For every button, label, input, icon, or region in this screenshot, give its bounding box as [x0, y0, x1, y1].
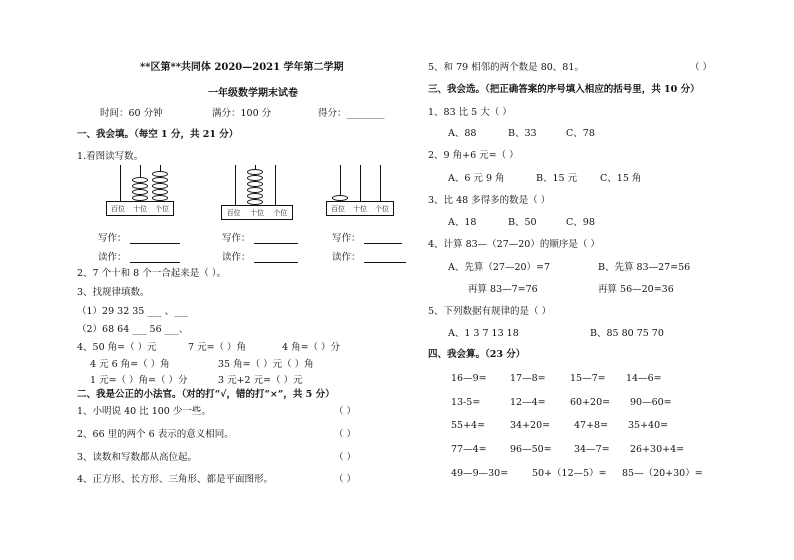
abacus-bead: [247, 187, 263, 193]
exam-time: 时间：60 分钟: [100, 108, 163, 119]
choice-q2-b[interactable]: B、15 元: [536, 173, 578, 184]
choice-q3-a[interactable]: A、18: [448, 217, 477, 228]
section-2-heading: 二、我是公正的小法官。（对的打“√，错的打“×”，共 5 分）: [77, 389, 335, 400]
abacus-bead: [132, 183, 148, 189]
write-label: 写作：: [222, 233, 251, 244]
choice-q2-a[interactable]: A、6 元 9 角: [448, 173, 505, 184]
calc-item: 12—4=: [510, 397, 546, 408]
calc-item: 96—50=: [510, 444, 552, 455]
abacus-frame: [221, 205, 293, 220]
choice-q4-a[interactable]: A、先算（27—20）=7: [448, 262, 551, 273]
choice-q3-b[interactable]: B、50: [508, 217, 537, 228]
choice-q1-a[interactable]: A、88: [448, 128, 477, 139]
abacus-bead: [152, 183, 168, 189]
question-1-4b: 7 元=（ ）角: [188, 342, 247, 353]
exam-title: **区第**共同体 2020—2021 学年第二学期: [140, 62, 344, 73]
abacus-bead: [247, 169, 263, 175]
question-1-4a: 4、50 角=（ ）元: [77, 342, 157, 353]
abacus-bead: [247, 181, 263, 187]
question-1-4e: 35 角=（ ）元（ ）角: [218, 359, 314, 370]
choice-q4: 4、计算 83—（27—20）的顺序是（ ）: [428, 239, 600, 250]
read-label: 读作：: [222, 252, 251, 263]
judge-answer-2[interactable]: （ ）: [334, 429, 357, 440]
calc-item: 15—7=: [570, 373, 606, 384]
place-tens: 十位: [353, 204, 367, 213]
exam-subtitle: 一年级数学期末试卷: [208, 88, 298, 99]
calc-item: 77—4=: [451, 444, 487, 455]
judge-item-2: 2、66 里的两个 6 表示的意义相同。: [77, 429, 234, 440]
abacus-frame: [326, 201, 394, 216]
choice-q1-b[interactable]: B、33: [508, 128, 537, 139]
choice-q5-a[interactable]: A、1 3 7 13 18: [448, 328, 519, 339]
calc-item: 90—60=: [630, 397, 672, 408]
place-ones: 个位: [375, 204, 389, 213]
choice-q5-b[interactable]: B、85 80 75 70: [590, 328, 664, 339]
question-1-4d: 4 元 6 角=（ ）角: [90, 359, 170, 370]
place-hundreds: 百位: [111, 204, 125, 213]
section-1-heading: 一、我会填。（每空 1 分，共 21 分）: [77, 129, 239, 140]
answer-blank[interactable]: [364, 262, 406, 263]
abacus-3: [326, 165, 398, 217]
place-hundreds: 百位: [226, 208, 241, 217]
judge-item-1: 1、小明说 40 比 100 少一些。: [77, 406, 211, 417]
abacus-bead: [152, 177, 168, 183]
calc-item: 34+20=: [510, 420, 551, 431]
calc-item: 35+40=: [628, 420, 669, 431]
exam-full-score: 满分：100 分: [212, 108, 272, 119]
calc-item: 16—9=: [451, 373, 487, 384]
place-ones: 个位: [273, 208, 288, 217]
abacus-rod: [275, 165, 276, 205]
question-1-3: 3、找规律填数。: [77, 287, 150, 298]
judge-answer-3[interactable]: （ ）: [334, 452, 357, 463]
choice-q2-c[interactable]: C、15 角: [600, 173, 642, 184]
answer-blank[interactable]: [130, 262, 180, 263]
calc-item: 55+4=: [451, 420, 486, 431]
question-1-1: 1.看图读写数。: [77, 151, 144, 162]
place-tens: 十位: [249, 208, 264, 217]
abacus-rod: [120, 165, 121, 201]
answer-blank[interactable]: [130, 243, 180, 244]
abacus-bead: [152, 189, 168, 195]
question-1-2: 2、7 个十和 8 个一合起来是（ ）。: [77, 268, 226, 279]
abacus-bead: [247, 175, 263, 181]
calc-item: 14—6=: [626, 373, 662, 384]
choice-q4-a-step2: 再算 83—7=76: [468, 284, 538, 295]
abacus-rod: [360, 165, 361, 201]
section-4-heading: 四、我会算。（23 分）: [428, 349, 526, 360]
write-label: 写作：: [332, 233, 361, 244]
question-1-4f: 1 元=（ ）角=（ ）分: [90, 375, 188, 386]
place-hundreds: 百位: [331, 204, 345, 213]
choice-q4-b-step2: 再算 56—20=36: [598, 284, 674, 295]
judge-answer-5[interactable]: （ ）: [690, 62, 713, 73]
calc-item: 50+（12—5）=: [532, 468, 607, 479]
calc-item: 34—7=: [574, 444, 610, 455]
abacus-bead: [132, 177, 148, 183]
judge-answer-4[interactable]: （ ）: [334, 474, 357, 485]
read-label: 读作：: [332, 252, 361, 263]
question-1-4c: 4 角=（ ）分: [282, 342, 341, 353]
question-1-3a: （1）29 32 35 ___ 、___: [77, 306, 189, 317]
calc-item: 17—8=: [510, 373, 546, 384]
judge-item-4: 4、正方形、长方形、三角形、都是平面图形。: [77, 474, 274, 485]
choice-q2: 2、9 角+6 元=（ ）: [428, 150, 519, 161]
abacus-rod: [380, 165, 381, 201]
question-1-4g: 3 元+2 元=（ ）元: [218, 375, 303, 386]
choice-q5: 5、下列数据有规律的是（ ）: [428, 306, 552, 317]
write-label: 写作：: [98, 233, 127, 244]
abacus-bead: [132, 189, 148, 195]
exam-score-field: 得分：________: [318, 108, 385, 119]
abacus-bead: [152, 171, 168, 177]
answer-blank[interactable]: [254, 262, 298, 263]
calc-item: 26+30+4=: [630, 444, 685, 455]
judge-item-5: 5、和 79 相邻的两个数是 80、81。: [428, 62, 584, 73]
choice-q3: 3、比 48 多得多的数是（ ）: [428, 195, 551, 206]
read-label: 读作：: [98, 252, 127, 263]
question-1-3b: （2）68 64 ___ 56 ___、: [77, 324, 189, 335]
calc-item: 85—（20+30）=: [622, 468, 703, 479]
calc-item: 47+8=: [574, 420, 609, 431]
choice-q3-c[interactable]: C、98: [566, 217, 595, 228]
judge-answer-1[interactable]: （ ）: [334, 406, 357, 417]
calc-item: 13-5=: [451, 397, 481, 408]
calc-item: 49—9—30=: [451, 468, 509, 479]
choice-q1-c[interactable]: C、78: [566, 128, 595, 139]
abacus-frame: [106, 201, 174, 216]
place-tens: 十位: [133, 204, 147, 213]
abacus-rod: [235, 165, 236, 205]
judge-item-3: 3、读数和写数都从高位起。: [77, 452, 198, 463]
abacus-1: [106, 165, 178, 217]
abacus-bead: [247, 193, 263, 199]
answer-blank[interactable]: [364, 243, 402, 244]
calc-item: 60+20=: [570, 397, 611, 408]
abacus-2: [221, 165, 293, 221]
answer-blank[interactable]: [254, 243, 298, 244]
section-3-heading: 三、我会选。（把正确答案的序号填入相应的括号里，共 10 分）: [428, 84, 700, 95]
choice-q1: 1、83 比 5 大（ ）: [428, 107, 512, 118]
place-ones: 个位: [155, 204, 169, 213]
choice-q4-b[interactable]: B、先算 83—27=56: [598, 262, 691, 273]
